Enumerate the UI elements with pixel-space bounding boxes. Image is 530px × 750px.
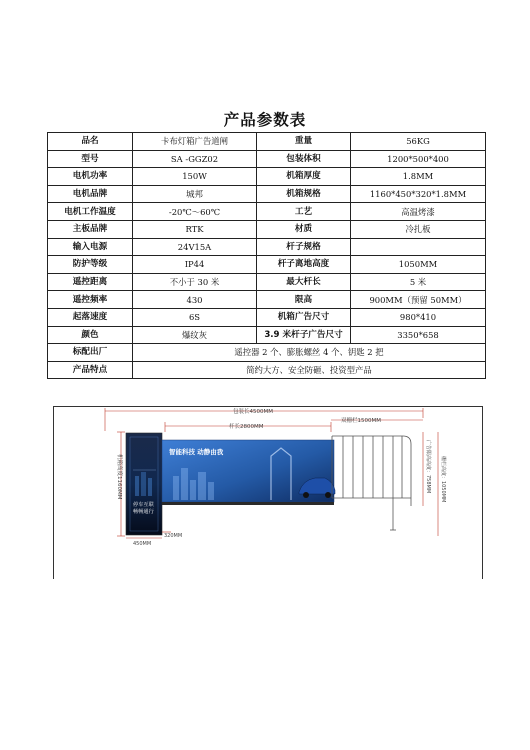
table-row: [48, 185, 486, 203]
spec-label: 标配出厂: [48, 344, 133, 362]
table-row: [48, 133, 486, 151]
barrier-gate-drawing: [53, 406, 483, 579]
spec-value: 150W: [133, 168, 257, 186]
spec-value: 1.8MM: [351, 168, 486, 186]
cabinet-ad-line2: 畅畅通行: [133, 509, 154, 515]
table-row: [48, 291, 486, 309]
spec-label: 3.9 米杆子广告尺寸: [257, 326, 351, 344]
spec-label: 品名: [48, 133, 133, 151]
spec-label: 杆子规格: [257, 238, 351, 256]
spec-value: SA -GGZ02: [133, 150, 257, 168]
spec-value: 爆纹灰: [133, 326, 257, 344]
barrier-rod: [162, 502, 334, 505]
spec-label: 重量: [257, 133, 351, 151]
spec-value: IP44: [133, 256, 257, 274]
spec-label: 最大杆长: [257, 273, 351, 291]
spec-label: 型号: [48, 150, 133, 168]
table-row: [48, 150, 486, 168]
dim-cabinet-depth-label: 320MM: [164, 533, 183, 539]
spec-label: 电机功率: [48, 168, 133, 186]
spec-label: 工艺: [257, 203, 351, 221]
dim-rod-length-label: 杆长2800MM: [229, 424, 264, 430]
spec-value: 56KG: [351, 133, 486, 151]
spec-value: 1200*500*400: [351, 150, 486, 168]
spec-label: 起落速度: [48, 308, 133, 326]
spec-value: 简约大方、安全防砸、投资型产品: [133, 361, 486, 379]
spec-label: 限高: [257, 291, 351, 309]
spec-label: 产品特点: [48, 361, 133, 379]
fence-gate: [332, 436, 411, 530]
dim-cabinet-width-label: 450MM: [133, 541, 152, 547]
spec-label: 颜色: [48, 326, 133, 344]
spec-value: 980*410: [351, 308, 486, 326]
spec-label: 防护等级: [48, 256, 133, 274]
spec-value: 1160*450*320*1.8MM: [351, 185, 486, 203]
spec-label: 电机品牌: [48, 185, 133, 203]
product-figure: [53, 406, 483, 579]
dim-limit-height-label: 广告限高高度：758MM: [425, 440, 431, 494]
spec-value: 冷扎板: [351, 220, 486, 238]
table-row: [48, 344, 486, 362]
spec-label: 遥控距离: [48, 273, 133, 291]
spec-value: -20℃～60℃: [133, 203, 257, 221]
table-row: [48, 203, 486, 221]
table-row: [48, 256, 486, 274]
spec-label: 机箱规格: [257, 185, 351, 203]
spec-label: 遥控频率: [48, 291, 133, 309]
spec-label: 机箱广告尺寸: [257, 308, 351, 326]
spec-value: 5 米: [351, 273, 486, 291]
spec-label: 杆子离地高度: [257, 256, 351, 274]
table-row: [48, 238, 486, 256]
table-row: [48, 220, 486, 238]
spec-value: 遥控器 2 个、膨胀螺丝 4 个、钥匙 2 把: [133, 344, 486, 362]
spec-label: 材质: [257, 220, 351, 238]
spec-value: 1050MM: [351, 256, 486, 274]
spec-label: 电机工作温度: [48, 203, 133, 221]
spec-value: [351, 238, 486, 256]
page-title: 产品参数表: [223, 111, 307, 129]
spec-label: 输入电源: [48, 238, 133, 256]
dim-rod-height-label: 栅栏高度：1050MM: [440, 456, 446, 503]
table-row: [48, 273, 486, 291]
table-row: [48, 168, 486, 186]
dim-total-length-label: 包装长4500MM: [233, 409, 273, 415]
spec-value: 430: [133, 291, 257, 309]
spec-label: 主板品牌: [48, 220, 133, 238]
table-row: [48, 308, 486, 326]
spec-value: 高温烤漆: [351, 203, 486, 221]
dim-cabinet-height-label: 机箱高度1160MM: [116, 454, 122, 500]
spec-label: 包装体积: [257, 150, 351, 168]
spec-value: 3350*658: [351, 326, 486, 344]
spec-label: 机箱厚度: [257, 168, 351, 186]
spec-value: 不小于 30 米: [133, 273, 257, 291]
spec-value: 6S: [133, 308, 257, 326]
table-row: [48, 361, 486, 379]
cabinet-ad-line1: 停车互联: [133, 502, 154, 508]
spec-value: 24V15A: [133, 238, 257, 256]
spec-value: 城邦: [133, 185, 257, 203]
spec-value: 900MM（预留 50MM）: [351, 291, 486, 309]
table-row: [48, 326, 486, 344]
banner-title: 智能科技 动静由我: [169, 448, 224, 456]
dim-fence-width-label: 双栅栏1500MM: [341, 418, 381, 424]
spec-value: 卡布灯箱广告道闸: [133, 133, 257, 151]
spec-table: [47, 132, 486, 379]
spec-value: RTK: [133, 220, 257, 238]
